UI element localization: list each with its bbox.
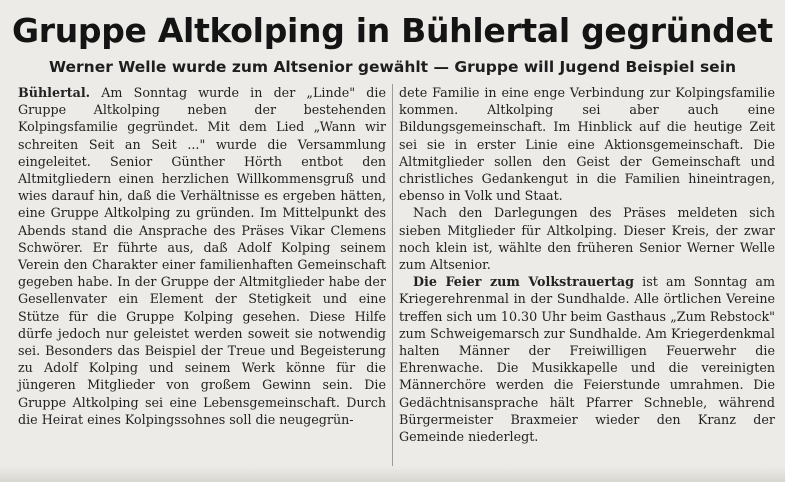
article-column-left	[18, 84, 386, 428]
paragraph	[399, 273, 775, 445]
column-divider	[392, 84, 393, 470]
dateline: Bühlertal.	[18, 85, 91, 100]
headline: Gruppe Altkolping in Bühlertal gegründet	[11, 11, 774, 50]
paragraph: dete Familie in eine enge Verbindung zur Kolpingsfamilie kommen. Altkolping sei aber auch eine Bildungsgemeinschaft. Im Hinblick auf die heutige Zeit sei sie in erster Linie eine Aktionsgemeinschaft. Die Altmitglieder sollen den Geist der Gemeinschaft und christliches Gedankengut in die Familien hineintragen, ebenso in Volk und Staat.	[399, 85, 775, 204]
section-lead: Die Feier zum Volkstrauertag	[413, 274, 634, 290]
paragraph-text: ist am Sonntag am Kriegerehrenmal in der Sundhalde. Alle örtlichen Vereine treffen sich um 10.30 Uhr beim Gasthaus „Zum Rebstock" zum Schweigemarsch zur Sundhalde. Am Kriegerdenkmal halten Männer der Freiwilligen Feuerwehr die Ehrenwache. Die Musikkapelle und die vereinigten Männerchöre werden die Feierstunde umrahmen. Die Gedächtnisansprache hält Pfarrer Schneble, während Bürgermeister Braxmeier wieder den Kranz der Gemeinde niederlegt.	[399, 274, 775, 445]
article-column-right	[399, 84, 775, 445]
paragraph-text: Am Sonntag wurde in der „Linde" die Gruppe Altkolping neben der bestehenden Kolpingsfamilie gegründet. Mit dem Lied „Wann wir schreiten Seit an Seit ..." wurde die Versammlung eingeleitet. Senior Günther Hörth entbot den Altmitgliedern einen herzlichen Willkommensgruß und wies darauf hin, daß die Verhältnisse es ergeben hätten, eine Gruppe Altkolping zu gründen. Im Mittelpunkt des Abends stand die Ansprache des Präses Vikar Clemens Schwörer. Er führte aus, daß Adolf Kolping seinem Verein den Charakter einer familienhaften Gemeinschaft gegeben habe. In der Gruppe der Altmitglieder habe der Gesellenvater ein Element der Stetigkeit und eine Stütze für die Gruppe Kolping gesehen. Diese Hilfe dürfe jedoch nur geleistet werden soweit sie notwendig sei. Besonders das Beispiel der Treue und Begeisterung zu Adolf Kolping und seinem Werk könne für die jüngeren Mitglieder von großem Gewinn sein. Die Gruppe Altkolping sei eine Lebensgemeinschaft. Durch die Heirat eines Kolpingssohnes soll die neugegrün-	[18, 85, 386, 427]
paragraph: Nach den Darlegungen des Präses meldeten sich sieben Mitglieder für Altkolping. Dieser Kreis, der zwar noch klein ist, wählte den früheren Senior Werner Welle zum Altsenior.	[399, 205, 775, 273]
page-edge	[0, 466, 785, 482]
subheadline: Werner Welle wurde zum Altsenior gewählt — Gruppe will Jugend Beispiel sein	[48, 58, 737, 76]
paragraph	[18, 84, 386, 428]
